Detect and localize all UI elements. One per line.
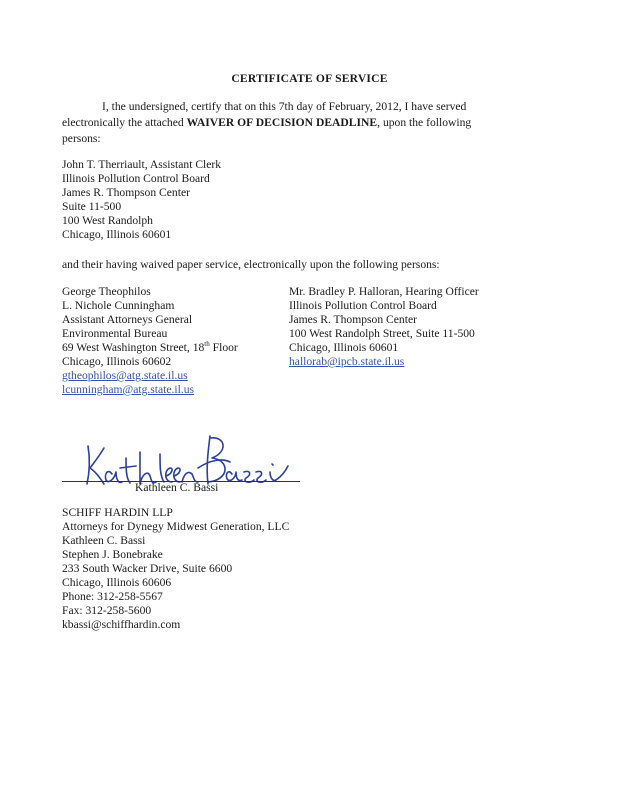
- intro-document-title: WAIVER OF DECISION DEADLINE: [186, 116, 378, 129]
- right-recipient-line: Illinois Pollution Control Board: [289, 299, 437, 312]
- page-title: CERTIFICATE OF SERVICE: [231, 72, 388, 85]
- firm-line: 233 South Wacker Drive, Suite 6600: [62, 562, 233, 575]
- firm-phone: Phone: 312-258-5567: [62, 590, 163, 603]
- signer-name: Kathleen C. Bassi: [135, 481, 219, 494]
- firm-fax: Fax: 312-258-5600: [62, 604, 152, 617]
- left-recipient-line: George Theophilos: [62, 285, 151, 298]
- firm-line: Chicago, Illinois 60606: [62, 576, 172, 589]
- left-recipient-city: Chicago, Illinois 60602: [62, 355, 172, 368]
- right-recipient-line: James R. Thompson Center: [289, 313, 417, 326]
- left-recipient-line: L. Nichole Cunningham: [62, 299, 175, 312]
- firm-line: Kathleen C. Bassi: [62, 534, 146, 547]
- street-text-end: Floor: [209, 341, 238, 354]
- email-link-theophilos[interactable]: gtheophilos@atg.state.il.us: [62, 369, 188, 382]
- right-recipient-line: Mr. Bradley P. Halloran, Hearing Officer: [289, 285, 479, 298]
- intro-text-after: , upon the following persons:: [62, 116, 472, 145]
- intro-paragraph: [62, 99, 512, 147]
- firm-email: kbassi@schiffhardin.com: [62, 618, 181, 631]
- street-text: 69 West Washington Street, 18: [62, 341, 205, 354]
- left-recipient-line: Environmental Bureau: [62, 327, 168, 340]
- email-link-cunningham[interactable]: lcunningham@atg.state.il.us: [62, 383, 195, 396]
- left-recipient-street: [62, 341, 238, 355]
- right-recipient-line: Chicago, Illinois 60601: [289, 341, 399, 354]
- firm-line: Stephen J. Bonebrake: [62, 548, 163, 561]
- intro-text-before: I, the undersigned, certify that on this 7th day of February, 2012, I have served electronically the attached: [62, 100, 467, 129]
- clerk-line: James R. Thompson Center: [62, 186, 190, 199]
- firm-line: SCHIFF HARDIN LLP: [62, 506, 173, 519]
- clerk-line: Suite 11-500: [62, 200, 122, 213]
- street-superscript: th: [204, 340, 210, 349]
- right-recipient-line: 100 West Randolph Street, Suite 11-500: [289, 327, 475, 340]
- firm-address-block: [62, 506, 289, 632]
- clerk-line: 100 West Randolph: [62, 214, 153, 227]
- waived-service-line: and their having waived paper service, electronically upon the following persons:: [62, 258, 440, 271]
- left-recipient-line: Assistant Attorneys General: [62, 313, 193, 326]
- clerk-address-block: [62, 158, 221, 242]
- clerk-line: Chicago, Illinois 60601: [62, 228, 172, 241]
- email-link-halloran[interactable]: hallorab@ipcb.state.il.us: [289, 355, 405, 368]
- right-recipient-block: [289, 285, 479, 369]
- clerk-line: John T. Therriault, Assistant Clerk: [62, 158, 222, 171]
- firm-line: Attorneys for Dynegy Midwest Generation, LLC: [62, 520, 290, 533]
- waived-service-text: [62, 258, 440, 272]
- left-recipient-block: [62, 285, 238, 397]
- clerk-line: Illinois Pollution Control Board: [62, 172, 210, 185]
